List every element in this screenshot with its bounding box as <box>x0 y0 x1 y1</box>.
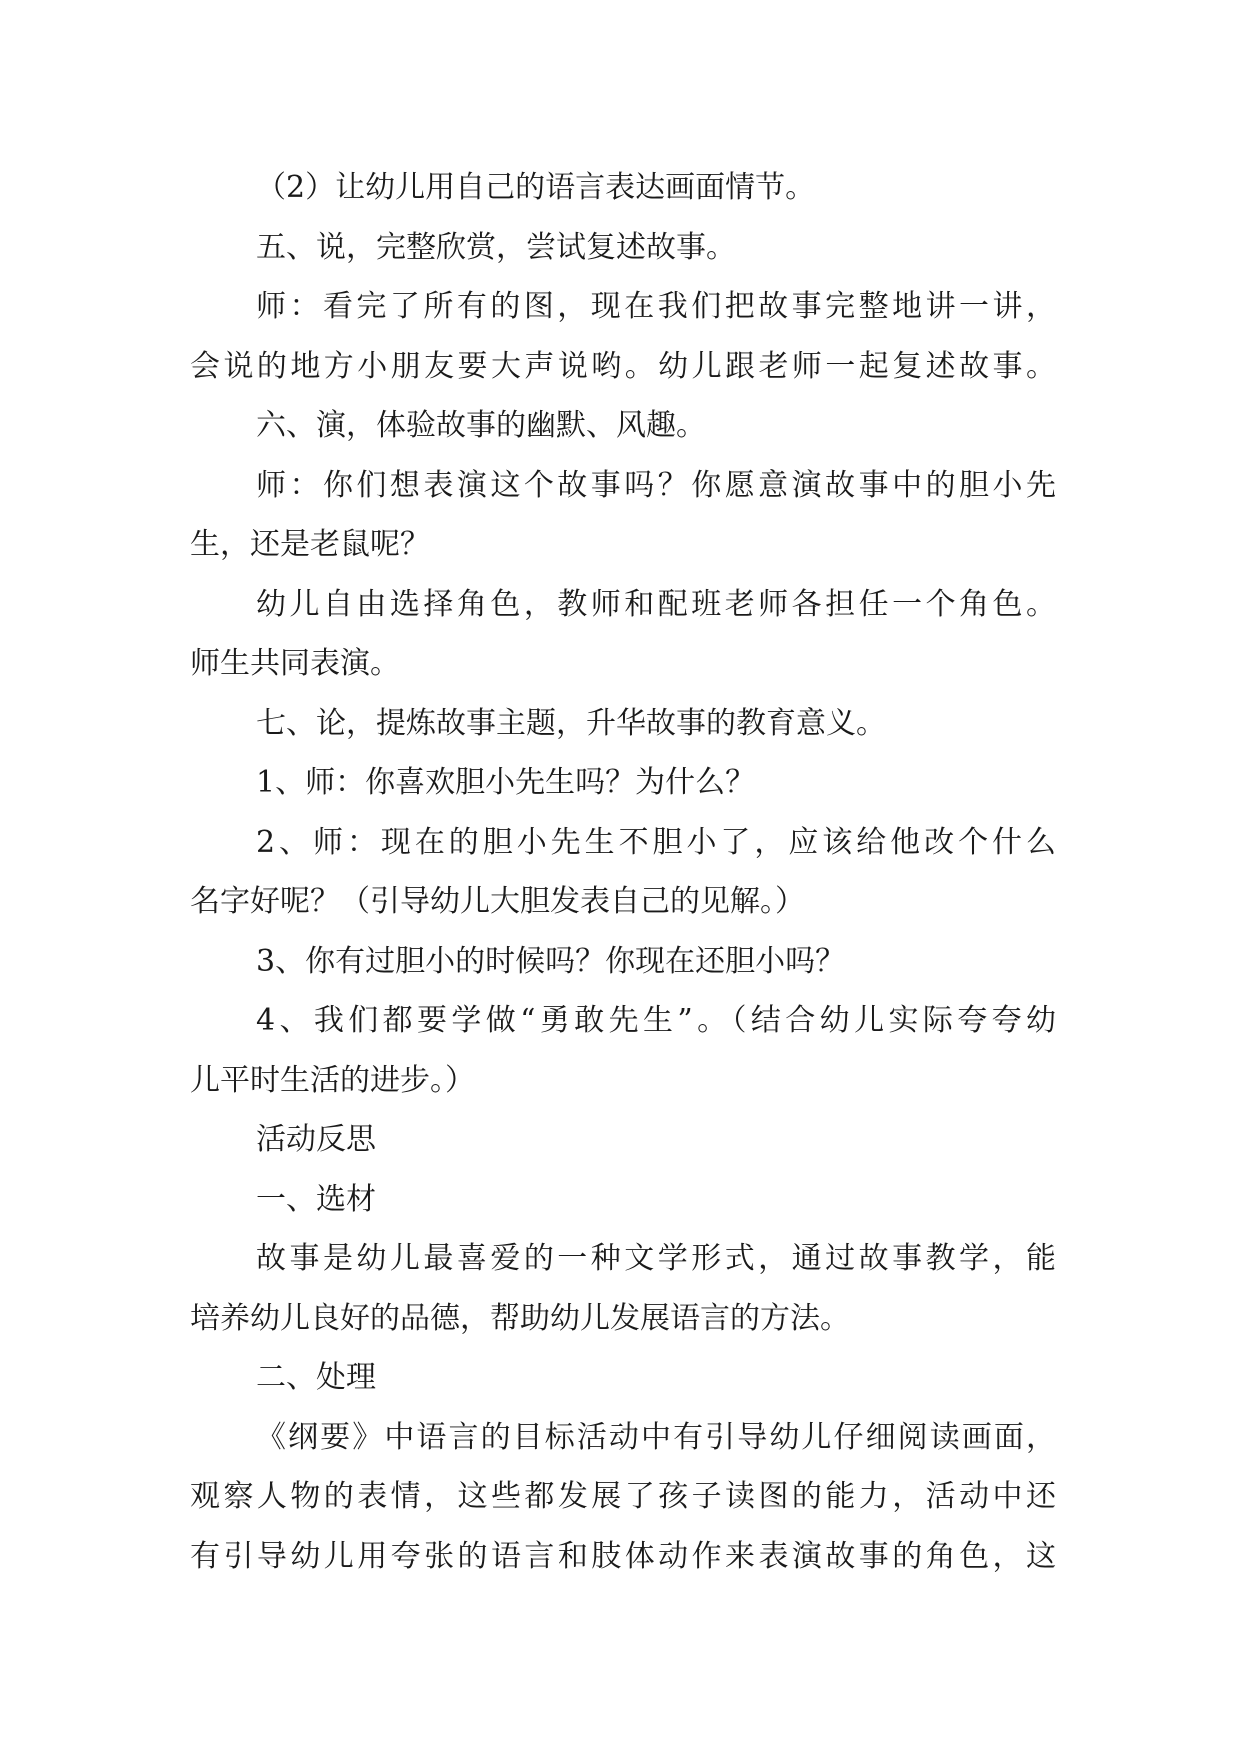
paragraph-line: 师：看完了所有的图，现在我们把故事完整地讲一讲， <box>256 289 1056 324</box>
paragraph-line: 观察人物的表情，这些都发展了孩子读图的能力，活动中还 <box>190 1479 1056 1514</box>
paragraph-line: 故事是幼儿最喜爱的一种文学形式，通过故事教学，能 <box>256 1241 1056 1276</box>
section-heading: 六、演，体验故事的幽默、风趣。 <box>256 408 706 443</box>
list-item: 3、你有过胆小的时候吗？你现在还胆小吗？ <box>256 943 846 979</box>
paragraph-line: （2）让幼儿用自己的语言表达画面情节。 <box>256 170 816 205</box>
paragraph-line: 《纲要》中语言的目标活动中有引导幼儿仔细阅读画面， <box>256 1419 1056 1455</box>
section-heading: 五、说，完整欣赏，尝试复述故事。 <box>256 229 736 265</box>
section-heading: 一、选材 <box>256 1181 376 1217</box>
list-item: 2、师：现在的胆小先生不胆小了，应该给他改个什么 <box>256 824 1056 860</box>
paragraph-line: 儿平时生活的进步。） <box>190 1062 475 1098</box>
list-item: 1、师：你喜欢胆小先生吗？为什么？ <box>256 765 756 800</box>
paragraph-line: 师：你们想表演这个故事吗？你愿意演故事中的胆小先 <box>256 467 1056 503</box>
list-item: 4、我们都要学做“勇敢先生”。（结合幼儿实际夸夸幼 <box>256 1003 1056 1038</box>
document-body <box>190 158 1056 1586</box>
paragraph-line: 师生共同表演。 <box>190 646 400 681</box>
section-heading: 活动反思 <box>256 1122 376 1157</box>
section-heading: 二、处理 <box>256 1360 376 1395</box>
section-heading: 七、论，提炼故事主题，升华故事的教育意义。 <box>256 705 886 741</box>
paragraph-line: 有引导幼儿用夸张的语言和肢体动作来表演故事的角色，这 <box>190 1538 1056 1574</box>
paragraph-line: 幼儿自由选择角色，教师和配班老师各担任一个角色。 <box>256 586 1056 622</box>
paragraph-line: 生，还是老鼠呢？ <box>190 527 430 562</box>
paragraph-line: 会说的地方小朋友要大声说哟。幼儿跟老师一起复述故事。 <box>190 348 1056 384</box>
paragraph-line: 名字好呢？（引导幼儿大胆发表自己的见解。） <box>190 884 805 919</box>
paragraph-line: 培养幼儿良好的品德，帮助幼儿发展语言的方法。 <box>190 1300 850 1336</box>
